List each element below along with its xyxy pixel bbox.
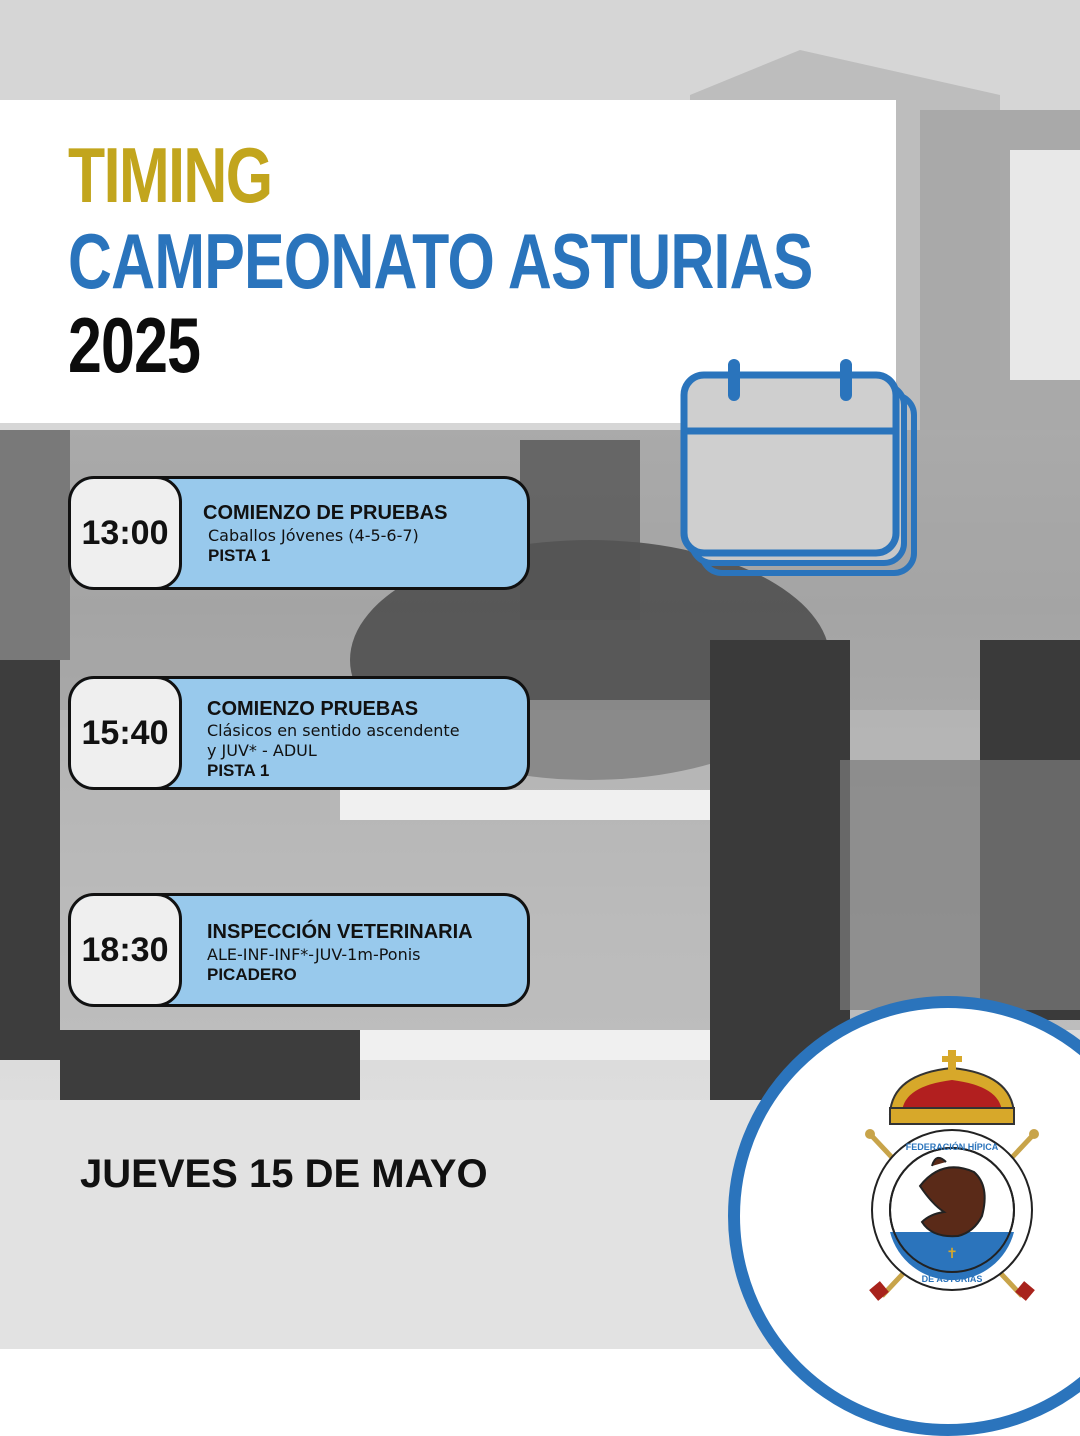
event-card-1: [68, 476, 530, 590]
title-year: 2025: [68, 301, 201, 389]
event-time: 15:40: [81, 713, 169, 752]
event-time: 18:30: [81, 930, 169, 969]
event-time-box: [68, 893, 182, 1007]
event-title: COMIENZO PRUEBAS: [207, 698, 419, 720]
event-place: PICADERO: [207, 965, 297, 984]
event-time-box: [68, 676, 182, 790]
event-details: [203, 501, 517, 566]
event-time: 13:00: [81, 513, 169, 552]
event-place: PISTA 1: [208, 546, 271, 565]
event-card-3: [68, 893, 530, 1007]
svg-text:DE ASTURIAS: DE ASTURIAS: [921, 1274, 983, 1284]
event-place: PISTA 1: [207, 761, 270, 780]
event-subtitle: ALE-INF-INF*-JUV-1m-Ponis: [207, 945, 421, 964]
svg-text:✝: ✝: [946, 1246, 958, 1262]
event-card-2: [68, 676, 530, 790]
crest-ring-text: FEDERACIÓN HÍPICA: [905, 1142, 999, 1152]
event-title: INSPECCIÓN VETERINARIA: [207, 921, 473, 943]
event-date: JUEVES 15 DE MAYO: [80, 1152, 488, 1196]
title-timing: TIMING: [68, 131, 272, 219]
title-championship: CAMPEONATO ASTURIAS: [68, 217, 813, 305]
calendar-icon: [678, 355, 923, 580]
event-subtitle: Caballos Jóvenes (4-5-6-7): [208, 526, 419, 545]
event-title: COMIENZO DE PRUEBAS: [203, 502, 448, 524]
event-subtitle: Clásicos en sentido ascendente y JUV* - ADUL: [207, 721, 460, 760]
event-time-box: [68, 476, 182, 590]
event-details: [207, 920, 517, 985]
federation-crest-icon: [862, 1046, 1042, 1308]
event-details: [207, 697, 517, 781]
